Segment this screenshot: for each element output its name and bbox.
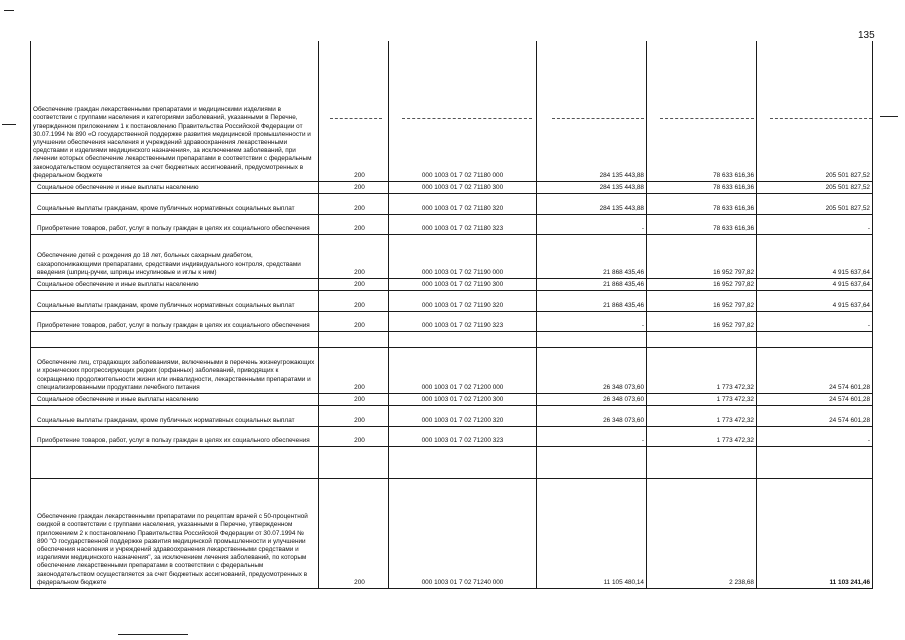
budget-classification-code: 000 1003 01 7 02 71200 323	[389, 427, 537, 447]
unexecuted-amount: 205 501 827,52	[757, 182, 873, 194]
executed-amount: 16 952 797,82	[647, 279, 757, 291]
page-number: 135	[858, 30, 875, 41]
approved-amount: -	[537, 215, 647, 235]
empty-cell	[389, 332, 537, 348]
table-row	[31, 348, 873, 394]
table-row	[31, 479, 873, 589]
budget-classification-code: 000 1003 01 7 02 71190 000	[389, 235, 537, 279]
approved-amount: 284 135 443,88	[537, 56, 647, 182]
empty-cell	[319, 332, 389, 348]
budget-classification-code: 000 1003 01 7 02 71190 300	[389, 279, 537, 291]
unexecuted-amount: 4 915 637,64	[757, 291, 873, 312]
spacer-row	[31, 447, 873, 479]
executed-amount: 1 773 472,32	[647, 394, 757, 406]
unexecuted-amount: 4 915 637,64	[757, 235, 873, 279]
executed-amount: 16 952 797,82	[647, 291, 757, 312]
row-name: Социальное обеспечение и иные выплаты населению	[31, 279, 319, 291]
table-row	[31, 279, 873, 291]
executed-amount: 16 952 797,82	[647, 235, 757, 279]
line-code: 200	[319, 194, 389, 215]
line-code: 200	[319, 56, 389, 182]
row-name: Социальное обеспечение и иные выплаты населению	[31, 394, 319, 406]
budget-table	[30, 41, 873, 589]
approved-amount: -	[537, 427, 647, 447]
line-code: 200	[319, 394, 389, 406]
unexecuted-amount: 4 915 637,64	[757, 279, 873, 291]
line-code: 200	[319, 427, 389, 447]
approved-amount: 26 348 073,60	[537, 406, 647, 427]
line-code: 200	[319, 348, 389, 394]
unexecuted-amount: -	[757, 427, 873, 447]
executed-amount: 78 633 616,36	[647, 56, 757, 182]
approved-amount: 284 135 443,88	[537, 194, 647, 215]
table-header-row	[31, 41, 873, 56]
dashed-separator	[330, 118, 382, 119]
empty-cell	[537, 447, 647, 479]
executed-amount: 1 773 472,32	[647, 427, 757, 447]
unexecuted-amount: 24 574 601,28	[757, 394, 873, 406]
row-name: Социальное обеспечение и иные выплаты населению	[31, 182, 319, 194]
budget-classification-code: 000 1003 01 7 02 71200 000	[389, 348, 537, 394]
row-name: Приобретение товаров, работ, услуг в пользу граждан в целях их социального обеспечения	[31, 427, 319, 447]
row-name: Обеспечение детей с рождения до 18 лет, больных сахарным диабетом, сахаропонижающими препаратами, средствами индивидуального контроля, средствами введения (шприц-ручки, шприцы инсулиновые и иглы к ним)	[31, 235, 319, 279]
empty-cell	[647, 332, 757, 348]
scan-mark-bottom	[118, 634, 188, 635]
budget-classification-code: 000 1003 01 7 02 71180 320	[389, 194, 537, 215]
executed-amount: 1 773 472,32	[647, 348, 757, 394]
line-code: 200	[319, 182, 389, 194]
budget-classification-code: 000 1003 01 7 02 71200 300	[389, 394, 537, 406]
executed-amount: 1 773 472,32	[647, 406, 757, 427]
empty-cell	[31, 332, 319, 348]
budget-classification-code: 000 1003 01 7 02 71190 323	[389, 312, 537, 332]
dashed-separator	[402, 118, 532, 119]
unexecuted-amount: 205 501 827,52	[757, 194, 873, 215]
row-name: Приобретение товаров, работ, услуг в пользу граждан в целях их социального обеспечения	[31, 312, 319, 332]
budget-classification-code: 000 1003 01 7 02 71200 320	[389, 406, 537, 427]
table-row	[31, 215, 873, 235]
dashed-separator	[770, 118, 872, 119]
approved-amount: 11 105 480,14	[537, 479, 647, 589]
empty-cell	[537, 41, 647, 56]
budget-classification-code: 000 1003 01 7 02 71180 300	[389, 182, 537, 194]
empty-cell	[319, 447, 389, 479]
scan-mark-left	[2, 124, 16, 125]
line-code: 200	[319, 312, 389, 332]
row-name: Приобретение товаров, работ, услуг в пользу граждан в целях их социального обеспечения	[31, 215, 319, 235]
executed-amount: 78 633 616,36	[647, 194, 757, 215]
executed-amount: 78 633 616,36	[647, 215, 757, 235]
unexecuted-amount: 11 103 241,46	[757, 479, 873, 589]
budget-classification-code: 000 1003 01 7 02 71180 323	[389, 215, 537, 235]
row-name: Обеспечение граждан лекарственными препаратами по рецептам врачей с 50-процентной скидкой в соответствии с группами населения, указанными в Перечне, утвержденном приложением 2 к постановлению Правительства Российской Федерации от 30.07.1994 № 890 "О государственной поддержке развития медицинской промышленности и улучшении обеспечения населения и учреждений здравоохранения лекарственными средствами и изделиями медицинского назначения", за исключением лечения заболеваний, по которым обеспечение лекарственными препаратами в соответствии с федеральным законодательством осуществляется за счет бюджетных ассигнований, предусмотренных в федеральном бюджете	[31, 479, 319, 589]
empty-cell	[31, 41, 319, 56]
empty-cell	[319, 41, 389, 56]
scan-mark-top	[4, 10, 14, 11]
line-code: 200	[319, 235, 389, 279]
empty-cell	[757, 41, 873, 56]
empty-cell	[31, 447, 319, 479]
empty-cell	[757, 332, 873, 348]
budget-classification-code: 000 1003 01 7 02 71190 320	[389, 291, 537, 312]
budget-classification-code: 000 1003 01 7 02 71240 000	[389, 479, 537, 589]
approved-amount: 21 868 435,46	[537, 279, 647, 291]
table-row	[31, 291, 873, 312]
unexecuted-amount: 24 574 601,28	[757, 348, 873, 394]
unexecuted-amount: 24 574 601,28	[757, 406, 873, 427]
approved-amount: 284 135 443,88	[537, 182, 647, 194]
table-row	[31, 406, 873, 427]
budget-classification-code: 000 1003 01 7 02 71180 000	[389, 56, 537, 182]
row-name: Социальные выплаты гражданам, кроме публичных нормативных социальных выплат	[31, 406, 319, 427]
line-code: 200	[319, 406, 389, 427]
executed-amount: 16 952 797,82	[647, 312, 757, 332]
dashed-separator	[552, 118, 644, 119]
table-row	[31, 235, 873, 279]
executed-amount: 78 633 616,36	[647, 182, 757, 194]
empty-cell	[647, 447, 757, 479]
unexecuted-amount: -	[757, 312, 873, 332]
dashed-separator	[660, 118, 754, 119]
line-code: 200	[319, 291, 389, 312]
approved-amount: 26 348 073,60	[537, 348, 647, 394]
table-row	[31, 427, 873, 447]
approved-amount: 21 868 435,46	[537, 291, 647, 312]
executed-amount: 2 238,68	[647, 479, 757, 589]
empty-cell	[389, 41, 537, 56]
empty-cell	[757, 447, 873, 479]
unexecuted-amount: 205 501 827,52	[757, 56, 873, 182]
table-row	[31, 394, 873, 406]
empty-cell	[389, 447, 537, 479]
line-code: 200	[319, 479, 389, 589]
table-row	[31, 312, 873, 332]
approved-amount: 26 348 073,60	[537, 394, 647, 406]
empty-cell	[647, 41, 757, 56]
approved-amount: -	[537, 312, 647, 332]
approved-amount: 21 868 435,46	[537, 235, 647, 279]
row-name: Обеспечение лиц, страдающих заболеваниями, включенными в перечень жизнеугрожающих и хронических прогрессирующих редких (орфанных) заболеваний, приводящих к сокращению продолжительности жизни или инвалидности, лекарственными препаратами и специализированными продуктами лечебного питания	[31, 348, 319, 394]
empty-cell	[537, 332, 647, 348]
row-name: Социальные выплаты гражданам, кроме публичных нормативных социальных выплат	[31, 291, 319, 312]
row-name: Обеспечение граждан лекарственными препаратами и медицинскими изделиями в соответствии с группами населения и категориями заболеваний, указанными в Перечне, утвержденном приложением 1 к постановлению Правительства Российской Федерации от 30.07.1994 № 890 «О государственной поддержке развития медицинской промышленности и улучшении обеспечения населения и учреждений здравоохранения лекарственными средствами и изделиями медицинского назначения», за исключением заболеваний, при лечении которых обеспечение лекарственными препаратами в соответствии с федеральным законодательством осуществляется за счет бюджетных ассигнований, предусмотренных в федеральном бюджете	[31, 56, 319, 182]
line-code: 200	[319, 279, 389, 291]
table-row	[31, 182, 873, 194]
table-row	[31, 194, 873, 215]
row-name: Социальные выплаты гражданам, кроме публичных нормативных социальных выплат	[31, 194, 319, 215]
line-code: 200	[319, 215, 389, 235]
scan-mark-right	[880, 116, 898, 117]
spacer-row	[31, 332, 873, 348]
unexecuted-amount: -	[757, 215, 873, 235]
